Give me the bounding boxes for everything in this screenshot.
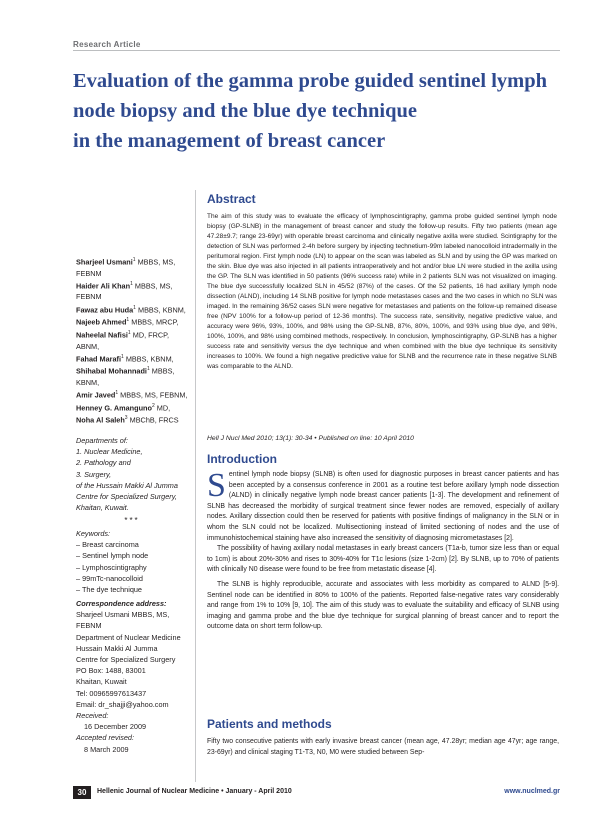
introduction-body [207, 467, 559, 633]
correspondence-email[interactable]: Email: dr_shajji@yahoo.com [76, 699, 169, 709]
author-name: Fahad Marafi [76, 354, 122, 364]
received-label: Received: [76, 711, 109, 720]
abstract-text: The aim of this study was to evaluate the efficacy of lymphoscintigraphy, gamma probe guided sentinel lymph node biopsy (GP-SLNB) in the management of breast cancer and study the follow-up results. Fifty two patients (mean age 47.28±9.7; range 23-69yr) with operable breast carcinoma and clinically negative axilla were studied. Scintigraphy for the detection of SLN was performed 2-4h before surgery by injecting technetium-99m labeled nanocolloid intradermally in the peritumoral region. First lymph node (LN) to appear on the scan was labeled as SLN and by using the GP was marked on the skin. Blue dye was also injected in all patients intraoperatively and hot and/or blue LN were studied in the axilla using the GP. The SLN was identified in 50 patients (96% success rate) while in 2 patients SLN was not visualized on imaging. The blue dye successfully localized SLN in 45/52 (87%) of the cases. Of the 52 patients, 16 had axillary lymph node dissection (ALND), including 14 SLNB positive for lymph node metastases cases and the two cases in which no SLN was imaged. In the remaining 36/52 cases SLN were negative for metastases and patients on the follow-up remained disease free (NPV 100% for a follow-up period of 12-36 months). The success rate, sensitivity, negative predictive value, and accuracy were 96%, 93%, 100%, and 98% using the GP-SLNB, 87%, 80%, 100%, and 93% using blue dye, and 98%, 100%, 100%, and 98% using combined methods, respectively. In conclusion, lymphoscintigraphy, GP-SLNB has a higher success rate and sensitivity versus the dye technique and when combined with the blue dye technique its sensitivity increases to 100%. We found a high negative predictive value for SLNB and the recurrence rate in these negative SLNB was comparable to the ALND. [207, 213, 557, 370]
keyword-item: – 99mTc-nanocolloid [76, 573, 143, 583]
author-affiliation: 2 [151, 402, 155, 409]
patients-methods-paragraph: Fifty two consecutive patients with early invasive breast cancer (mean age, 47.28yr; median age 47yr; age range, 23-69yr) and clinical staging T1-T3, N0, M0 were studied between Sep- [207, 738, 559, 756]
keywords-block [76, 528, 188, 595]
article-title [73, 66, 548, 156]
author-name: Naheelal Nafisi [76, 330, 128, 340]
author-affiliation: 1 [115, 390, 119, 397]
author-name: Henney G. Amanguno [76, 403, 152, 413]
keywords-heading: Keywords: [76, 529, 111, 538]
author-affiliation: 3 [124, 415, 128, 422]
author-entry [76, 255, 188, 279]
author-degrees: MBBS, KBNM, [125, 354, 174, 364]
correspondence-block [76, 598, 188, 710]
intro-paragraph-3: The SLNB is highly reproducible, accurate and associates with less morbidity as compared to ALND [5-9]. Sentinel node can be identified in 80% to 100% of the patients. Reported false-negative rates vary considerably and range from 1% to 10% [9, 10]. The aim of this study was to evaluate the suitability and efficacy of SLNB using imaging and gamma probe and the blue dye technique for surgical planning of breast cancer and to report the outcome data on short term follow-up. [207, 580, 559, 631]
title-line-2: node biopsy and the blue dye technique [73, 100, 418, 122]
section-separator: *** [124, 516, 140, 526]
author-affiliation: 1 [127, 329, 131, 336]
intro-paragraph-1-text: entinel lymph node biopsy (SLNB) is often used for diagnostic purposes in breast cancer patients and has been accepted by a consensus conference in 2001 as a routine test before axillary lymph node dissection (ALND) in clinically negative lymph node breast cancer patients [1-3]. The development and refinement of SLNB has decreased the morbidity of surgical treatment since fewer nodes are removed, especially of axillary nodes. Axillary dissection could then be reserved for patients with positive findings of malignancy in the SLN or in whom the SLN could not be localized. Multisectioning instead of limited sectioning of nodes and the use of immunohistochemical staining have also increased the sensitivity of diagnosing micrometastases [2]. [207, 471, 559, 542]
dropcap-letter: S [207, 467, 226, 504]
keyword-item: – Lymphoscintigraphy [76, 562, 147, 572]
author-degrees: MBChB, FRCS [129, 415, 179, 425]
departments-block [76, 435, 188, 527]
departments-heading: Departments of: [76, 436, 128, 445]
author-degrees: MD, [156, 403, 171, 413]
correspondence-line: Tel: 00965997613437 [76, 688, 147, 698]
author-name: Najeeb Ahmed [76, 317, 127, 327]
keyword-item: – Sentinel lymph node [76, 551, 149, 561]
author-affiliation: 1 [133, 304, 136, 311]
patients-methods-body [207, 737, 559, 758]
author-name: Sharjeel Usmani [76, 257, 133, 267]
column-divider [195, 190, 196, 782]
correspondence-line: PO Box: 1488, 83001 [76, 666, 146, 676]
author-entry [76, 315, 188, 328]
correspondence-heading: Correspondence address: [76, 599, 167, 608]
author-name: Amir Javed [76, 390, 116, 400]
department-line: 3. Surgery, [76, 469, 112, 479]
abstract-heading: Abstract [207, 192, 256, 206]
author-name: Fawaz abu Huda [76, 305, 134, 315]
department-line: 2. Pathology and [76, 458, 131, 468]
intro-paragraph-2: The possibility of having axillary nodal metastases in early breast cancers (T1a-b, tumor size less than or equal to 1cm) is about 20%-30% and rises to 30%-40% for T1c lesions (size 1-2cm) [2]. By SLNB, up to 70% of patients with clinically N0 disease were found to be free from metastatic disease [4]. [207, 545, 559, 574]
title-line-3: in the management of breast cancer [73, 130, 386, 152]
author-affiliation: 1 [126, 317, 130, 324]
author-degrees: MBBS, MS, FEBNM [76, 281, 173, 302]
header-divider [73, 50, 560, 51]
author-affiliation: 1 [132, 257, 136, 263]
correspondence-line: Sharjeel Usmani MBBS, MS, FEBNM [76, 610, 170, 631]
author-entry [76, 413, 188, 426]
footer-website-link[interactable]: www.nuclmed.gr [504, 788, 560, 795]
citation-line: Hell J Nucl Med 2010; 13(1): 30-34 • Published on line: 10 April 2010 [207, 435, 414, 442]
dates-block [76, 710, 188, 755]
author-name: Haider Ali Khan [76, 281, 131, 291]
author-degrees: MBBS, KBNM, [76, 366, 175, 387]
patients-methods-heading: Patients and methods [207, 717, 332, 731]
footer-journal: Hellenic Journal of Nuclear Medicine • January - April 2010 [97, 788, 292, 795]
department-line: of the Hussain Makki Al Jumma [76, 480, 178, 490]
correspondence-line: Department of Nuclear Medicine [76, 632, 181, 642]
accepted-date: 8 March 2009 [84, 744, 129, 754]
author-entry [76, 279, 188, 303]
author-list [76, 255, 188, 426]
page-number: 30 [73, 786, 91, 799]
title-line-1: Evaluation of the gamma probe guided sentinel lymph [73, 70, 548, 92]
author-degrees: MBBS, MS, FEBNM [76, 257, 176, 278]
correspondence-line: Khaitan, Kuwait [76, 677, 127, 687]
author-degrees: MBBS, MRCP, [131, 317, 179, 327]
author-name: Shihabal Mohannadi [76, 366, 147, 376]
author-affiliation: 1 [146, 366, 150, 373]
author-affiliation: 1 [121, 353, 124, 360]
author-entry [76, 364, 188, 388]
received-date: 16 December 2009 [84, 722, 147, 732]
author-affiliation: 1 [130, 280, 133, 287]
author-degrees: MBBS, KBNM, [137, 305, 186, 315]
department-line: Khaitan, Kuwait. [76, 503, 129, 513]
introduction-heading: Introduction [207, 452, 277, 466]
accepted-label: Accepted revised: [76, 733, 135, 743]
abstract-body [207, 212, 557, 372]
keyword-item: – Breast carcinoma [76, 540, 139, 550]
author-degrees: MD, FRCP, ABNM, [76, 330, 170, 351]
author-entry [76, 388, 188, 401]
correspondence-line: Hussain Makki Al Jumma [76, 643, 158, 653]
author-entry [76, 352, 188, 365]
correspondence-line: Centre for Specialized Surgery [76, 655, 176, 665]
section-label: Research Article [73, 40, 141, 49]
department-line: Centre for Specialized Surgery, [76, 492, 177, 502]
keyword-item: – The dye technique [76, 585, 142, 595]
author-name: Noha Al Saleh [76, 415, 125, 425]
author-entry [76, 401, 188, 414]
author-entry [76, 303, 188, 316]
author-entry [76, 328, 188, 352]
intro-paragraph-1 [207, 467, 559, 544]
author-degrees: MBBS, MS, FEBNM, [120, 390, 188, 400]
department-line: 1. Nuclear Medicine, [76, 447, 143, 457]
